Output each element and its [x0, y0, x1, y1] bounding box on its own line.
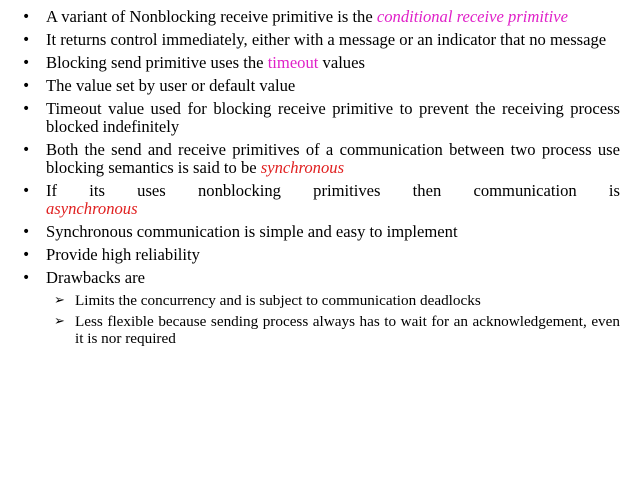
bullet-dot-icon: •: [22, 247, 31, 263]
sub-bullet-item: [22, 313, 620, 347]
bullet-text: The value set by user or default value: [46, 76, 296, 95]
bullet-dot-icon: •: [22, 32, 31, 48]
bullet-dot-icon: •: [22, 270, 31, 286]
bullet-dot-icon: •: [22, 183, 31, 199]
bullet-text: values: [318, 53, 365, 72]
bullet-item: [22, 31, 620, 49]
arrow-bullet-icon: ➢: [54, 293, 65, 308]
bullet-text: If its uses nonblocking primitives then communication is: [46, 181, 620, 200]
bullet-dot-icon: •: [22, 142, 31, 158]
bullet-item: [22, 269, 620, 287]
sub-bullet-text: Less flexible because sending process always has to wait for an acknowledgement, even it is nor required: [75, 313, 620, 347]
bullet-item: [22, 141, 620, 177]
bullet-text: Provide high reliability: [46, 245, 200, 264]
bullet-text: Synchronous communication is simple and easy to implement: [46, 222, 458, 241]
bullet-dot-icon: •: [22, 78, 31, 94]
sub-bullet-text: Limits the concurrency and is subject to communication deadlocks: [75, 292, 481, 309]
bullet-text: A variant of Nonblocking receive primitive is the: [46, 7, 377, 26]
bullet-text: Blocking send primitive uses the: [46, 53, 268, 72]
bullet-emphasis: timeout: [267, 53, 319, 72]
bullet-text: Timeout value used for blocking receive primitive to prevent the receiving process blocked indefinitely: [46, 99, 620, 136]
bullet-item: [22, 54, 620, 72]
sub-bullet-item: [22, 292, 620, 309]
bullet-item: [22, 100, 620, 136]
bullet-item: [22, 246, 620, 264]
bullet-text: Both the send and receive primitives of a communication between two process use blocking semantics is said to be: [46, 140, 620, 177]
bullet-emphasis: asynchronous: [46, 199, 138, 218]
bullet-text: It returns control immediately, either with a message or an indicator that no message: [46, 30, 607, 49]
bullet-text: Drawbacks are: [46, 268, 146, 287]
bullet-dot-icon: •: [22, 55, 31, 71]
bullet-dot-icon: •: [22, 9, 31, 25]
bullet-emphasis: synchronous: [260, 158, 345, 177]
bullet-dot-icon: •: [22, 224, 31, 240]
bullet-item: [22, 223, 620, 241]
bullet-list: [22, 8, 620, 351]
bullet-dot-icon: •: [22, 101, 31, 117]
bullet-emphasis: conditional receive primitive: [376, 7, 568, 26]
bullet-item: [22, 77, 620, 95]
arrow-bullet-icon: ➢: [54, 314, 65, 329]
bullet-item: [22, 182, 620, 218]
bullet-item: [22, 8, 620, 26]
